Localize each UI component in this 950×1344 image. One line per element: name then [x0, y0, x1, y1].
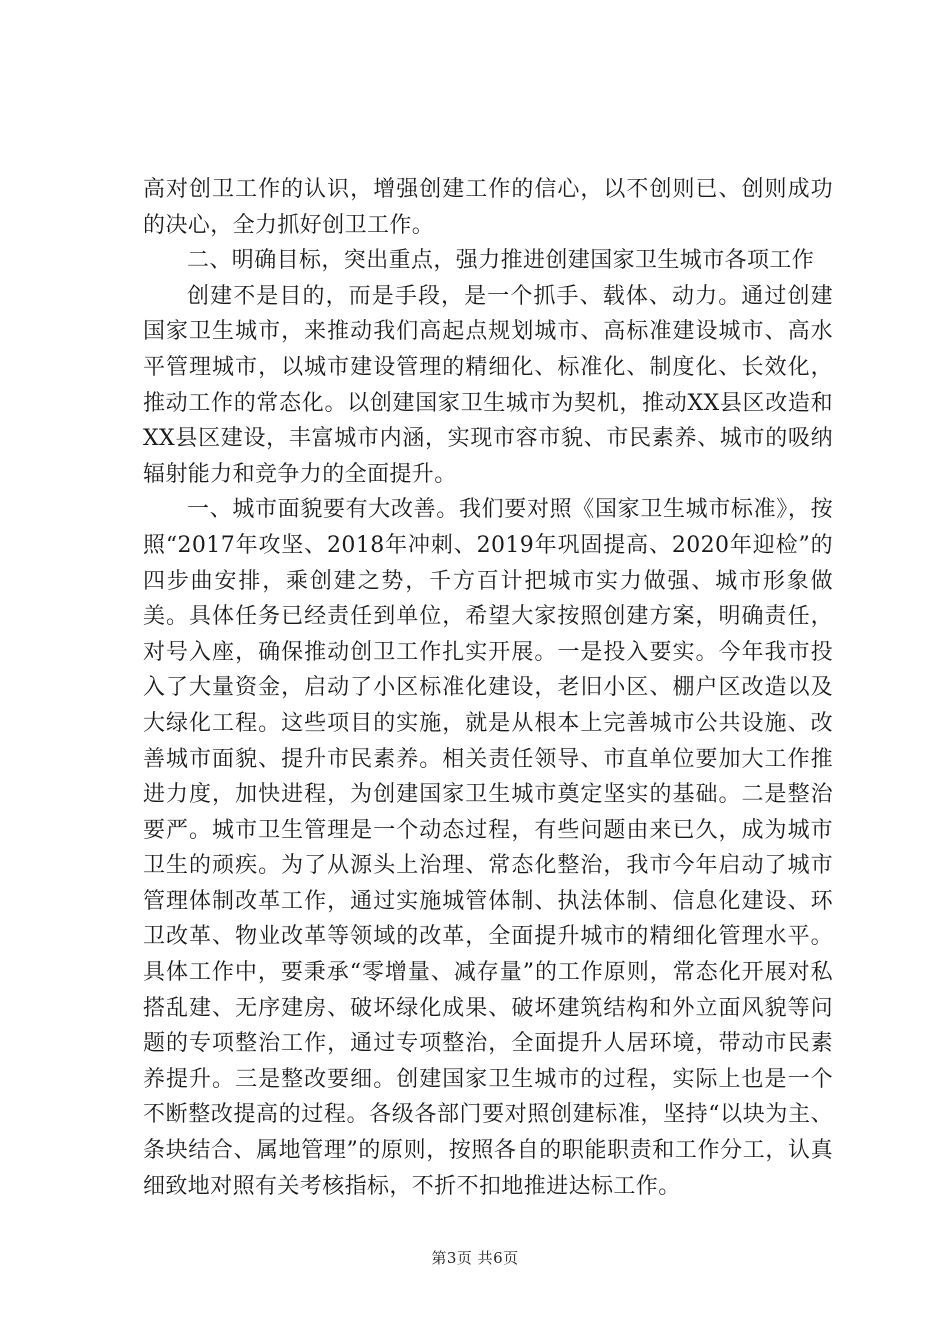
- page-number-footer: 第3页 共6页: [431, 1249, 519, 1267]
- paragraph-intro: 创建不是目的，而是手段，是一个抓手、载体、动力。通过创建国家卫生城市，来推动我们高起点规划城市、高标准建设城市、高水平管理城市，以城市建设管理的精细化、标准化、制度化、长效化，推动工作的常态化。以创建国家卫生城市为契机，推动XX县区改造和XX县区建设，丰富城市内涵，实现市容市貌、市民素养、城市的吸纳辐射能力和竞争力的全面提升。: [143, 283, 833, 487]
- document-body: [143, 172, 833, 1204]
- paragraph-continuation: 高对创卫工作的认识，增强创建工作的信心，以不创则已、创则成功的决心，全力抓好创卫工作。: [143, 177, 833, 238]
- section-heading: 二、明确目标，突出重点，强力推进创建国家卫生城市各项工作: [187, 248, 815, 274]
- paragraph-city-appearance: 一、城市面貌要有大改善。我们要对照《国家卫生城市标准》，按照“2017年攻坚、2018年冲刺、2019年巩固提高、2020年迎检”的四步曲安排，乘创建之势，千方百计把城市实力做强、城市形象做美。具体任务已经责任到单位，希望大家按照创建方案，明确责任，对号入座，确保推动创卫工作扎实开展。一是投入要实。今年我市投入了大量资金，启动了小区标准化建设，老旧小区、棚户区改造以及大绿化工程。这些项目的实施，就是从根本上完善城市公共设施、改善城市面貌、提升市民素养。相关责任领导、市直单位要加大工作推进力度，加快进程，为创建国家卫生城市奠定坚实的基础。二是整治要严。城市卫生管理是一个动态过程，有些问题由来已久，成为城市卫生的顽疾。为了从源头上治理、常态化整治，我市今年启动了城市管理体制改革工作，通过实施城管体制、执法体制、信息化建设、环卫改革、物业改革等领域的改革，全面提升城市的精细化管理水平。具体工作中，要秉承“零增量、减存量”的工作原则，常态化开展对私搭乱建、无序建房、破坏绿化成果、破坏建筑结构和外立面风貌等问题的专项整治工作，通过专项整治，全面提升人居环境，带动市民素养提升。三是整改要细。创建国家卫生城市的过程，实际上也是一个不断整改提高的过程。各级各部门要对照创建标准，坚持“以块为主、条块结合、属地管理”的原则，按照各自的职能职责和工作分工，认真细致地对照有关考核指标，不折不扣地推进达标工作。: [143, 497, 833, 1199]
